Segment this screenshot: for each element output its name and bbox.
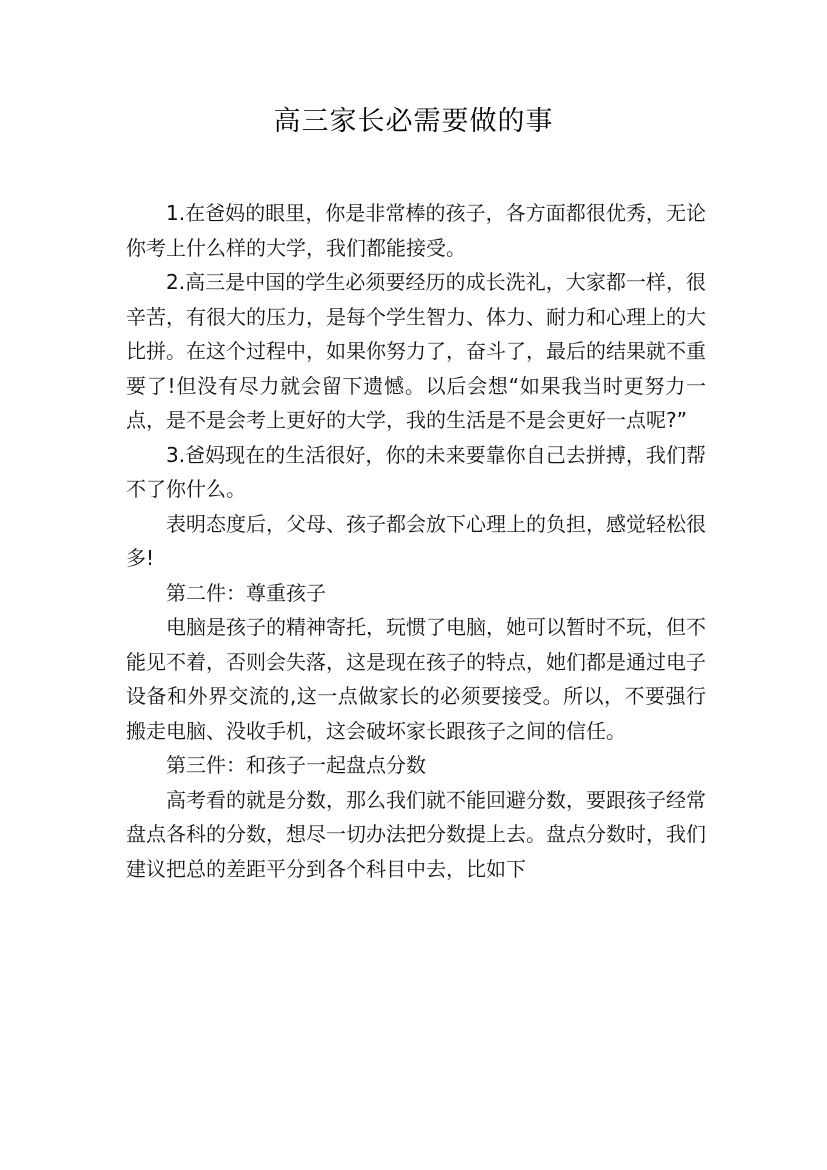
paragraph-point-2: 2.高三是中国的学生必须要经历的成长洗礼，大家都一样，很辛苦，有很大的压力，是每个学生智力、体力、耐力和心理上的大比拼。在这个过程中，如果你努力了，奋斗了，最后的结果就不重要了!但没有尽力就会留下遗憾。以后会想“如果我当时更努力一点，是不是会考上更好的大学，我的生活是不是会更好一点呢?”: [126, 270, 706, 432]
paragraph-point-1: 1.在爸妈的眼里，你是非常棒的孩子，各方面都很优秀，无论你考上什么样的大学，我们都能接受。: [126, 201, 706, 260]
section-heading-scores: 第三件：和孩子一起盘点分数: [166, 753, 426, 777]
paragraph-attitude: 表明态度后，父母、孩子都会放下心理上的负担，感觉轻松很多!: [126, 511, 706, 570]
paragraph-computer: 电脑是孩子的精神寄托，玩惯了电脑，她可以暂时不玩，但不能见不着，否则会失落，这是现在孩子的特点，她们都是通过电子设备和外界交流的,这一点做家长的必须要接受。所以，不要强行搬走电脑、没收手机，这会破坏家长跟孩子之间的信任。: [126, 615, 706, 743]
section-heading-respect: 第二件：尊重孩子: [166, 580, 326, 605]
document-title: 高三家长必需要做的事: [273, 106, 554, 137]
document-body: [126, 196, 706, 886]
paragraph-scores: 高考看的就是分数，那么我们就不能回避分数，要跟孩子经常盘点各科的分数，想尽一切办法把分数提上去。盘点分数时，我们建议把总的差距平分到各个科目中去，比如下: [126, 787, 706, 881]
paragraph-point-3: 3.爸妈现在的生活很好，你的未来要靠你自己去拼搏，我们帮不了你什么。: [126, 442, 706, 501]
